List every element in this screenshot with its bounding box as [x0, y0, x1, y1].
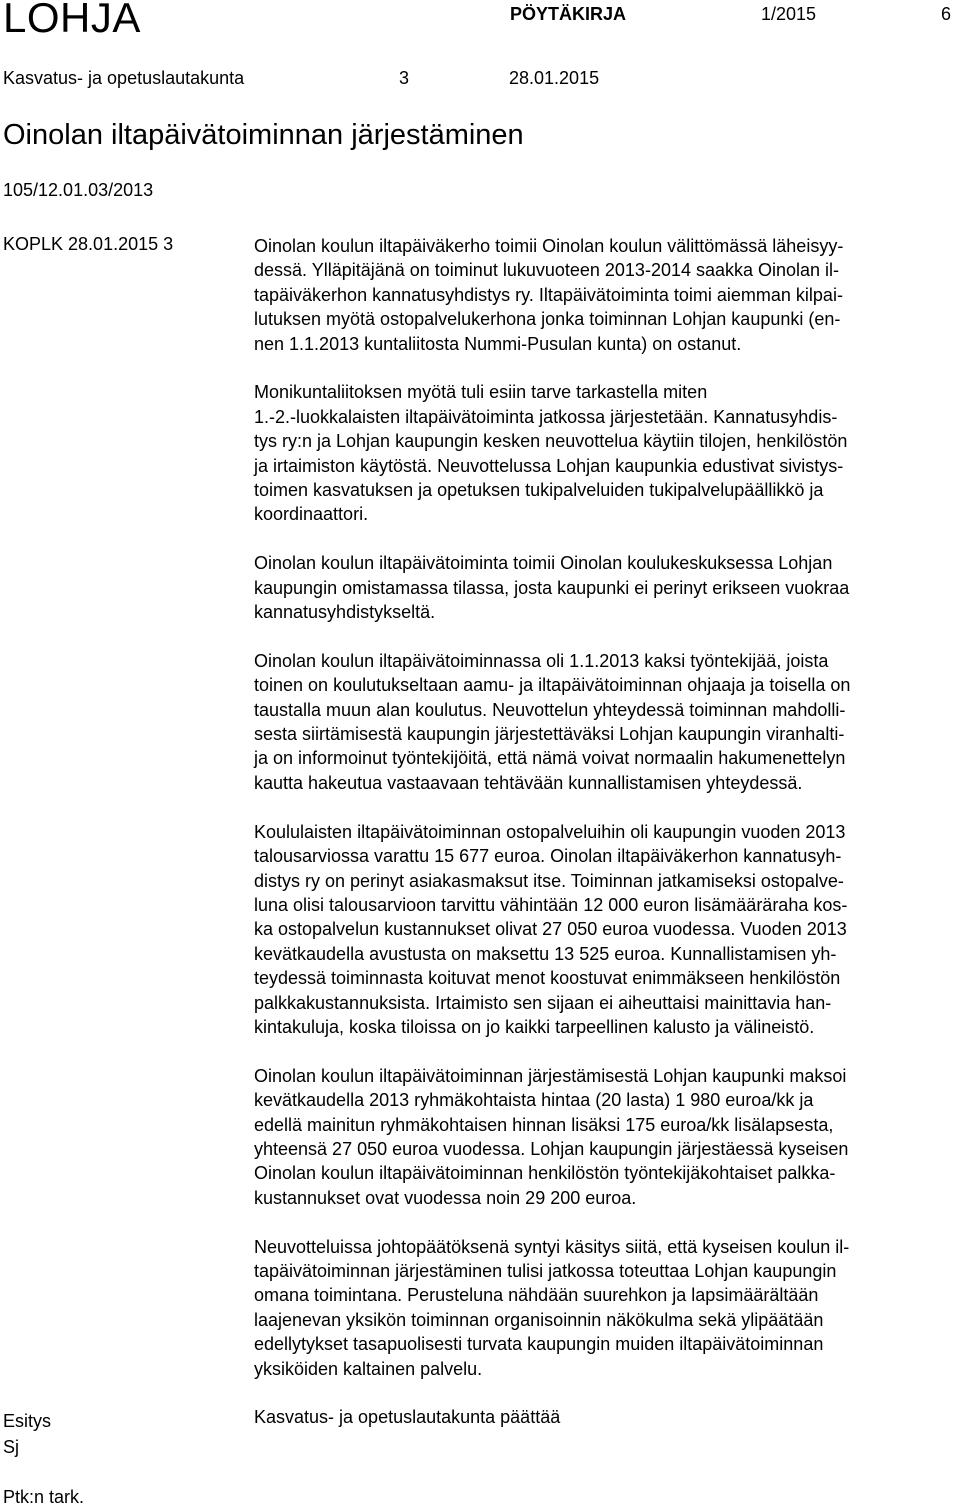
paragraph-line: kevätkaudella avustusta on maksettu 13 525 euroa. Kunnallistamisen yh-: [254, 943, 837, 964]
paragraph-line: nen 1.1.2013 kuntaliitosta Nummi-Pusulan kunta) on ostanut.: [254, 333, 742, 354]
paragraph-line: palkkakustannuksista. Irtaimisto sen sijaan ei aiheuttaisi mainittavia han-: [254, 992, 832, 1013]
paragraph-line: koordinaattori.: [254, 504, 369, 525]
issue-number: 1/2015: [761, 4, 817, 24]
page-number: 6: [941, 4, 952, 24]
paragraph-line: ja irtaimiston käytöstä. Neuvottelussa Lohjan kaupunkia edustivat sivistys-: [254, 455, 844, 476]
paragraph-line: taustalla muun alan koulutus. Neuvottelun yhteydessä toiminnan mahdolli-: [254, 699, 846, 720]
paragraph: [254, 234, 960, 356]
committee-name: Kasvatus- ja opetuslautakunta: [3, 68, 245, 88]
paragraph: [254, 1235, 960, 1381]
paragraph-line: distys ry on perinyt asiakasmaksut itse. Toiminnan jatkamiseksi ostopalve-: [254, 870, 844, 891]
paragraph-line: talousarviossa varattu 15 677 euroa. Oinolan iltapäiväkerhon kannatusyh-: [254, 846, 842, 867]
document-body: [254, 234, 960, 1430]
paragraph-line: toinen on koulutukseltaan aamu- ja iltapäivätoiminnan ohjaaja ja toisella on: [254, 675, 851, 696]
paragraph-line: omana toimintana. Perusteluna nähdään suurehkon ja lapsimäärältään: [254, 1285, 819, 1306]
paragraph-line: Oinolan koulun iltapäivätoiminta toimii Oinolan koulukeskuksessa Lohjan: [254, 553, 833, 574]
paragraph-line: Oinolan koulun iltapäivätoiminnan järjestämisestä Lohjan kaupunki maksoi: [254, 1065, 847, 1086]
paragraph-line: laajenevan yksikön toiminnan organisoinnin näkökulma sekä ylipäätään: [254, 1309, 824, 1330]
paragraph: [254, 551, 960, 624]
paragraph-line: kaupungin omistamassa tilassa, josta kaupunki ei perinyt erikseen vuokraa: [254, 577, 850, 598]
paragraph-line: luna olisi talousarvioon tarvittu vähintään 12 000 euron lisämääräraha kos-: [254, 894, 848, 915]
paragraph-line: sesta siirtämisestä kaupungin järjestettäväksi Lohjan kaupungin viranhalti-: [254, 724, 845, 745]
paragraph-line: Oinolan koulun iltapäiväkerho toimii Oinolan koulun välittömässä läheisyy-: [254, 236, 844, 256]
paragraph-line: yhteensä 27 050 euroa vuodessa. Lohjan kaupungin järjestäessä kyseisen: [254, 1138, 849, 1159]
paragraph-line: Oinolan koulun iltapäivätoiminnassa oli 1.1.2013 kaksi työntekijää, joista: [254, 650, 829, 671]
paragraph: [254, 380, 960, 526]
paragraph: [254, 1064, 960, 1210]
paragraph-line: edellytykset tasapuolisesti turvata kaupungin muiden iltapäivätoiminnan: [254, 1334, 824, 1355]
paragraph-line: lutuksen myötä ostopalvelukerhona jonka toiminnan Lohjan kaupunki (en-: [254, 309, 841, 330]
minutes-check-label: Ptk:n tark.: [3, 1487, 85, 1507]
paragraph-line: yksiköiden kaltainen palvelu.: [254, 1358, 483, 1379]
paragraph-line: edellä mainitun ryhmäkohtaisen hinnan lisäksi 175 euroa/kk lisälapsesta,: [254, 1114, 834, 1135]
paragraph-line: 1.-2.-luokkalaisten iltapäivätoiminta jatkossa järjestetään. Kannatusyhdis-: [254, 406, 838, 427]
paragraph-line: Monikuntaliitoksen myötä tuli esiin tarve tarkastella miten: [254, 382, 708, 403]
item-reference: KOPLK 28.01.2015 3: [3, 234, 174, 254]
paragraph-line: tapäiväkerhon kannatusyhdistys ry. Iltapäivätoiminta toimi aiemman kilpai-: [254, 284, 843, 305]
paragraph-line: kannatusyhdistykseltä.: [254, 602, 436, 623]
paragraph-line: toimen kasvatuksen ja opetuksen tukipalveluiden tukipalvelupäällikkö ja: [254, 480, 824, 501]
paragraph-line: kintakuluja, koska tiloissa on jo kaikki tarpeellinen kalusto ja välineistö.: [254, 1016, 815, 1037]
paragraph-line: teydessä toiminnasta koituvat menot koostuvat enimmäkseen henkilöstön: [254, 968, 841, 989]
paragraph-line: Neuvotteluissa johtopäätöksenä syntyi käsitys siitä, että kyseisen koulun il-: [254, 1236, 850, 1257]
paragraph-line: tys ry:n ja Lohjan kaupungin kesken neuvottelua käytiin tilojen, henkilöstön: [254, 431, 848, 452]
meeting-date: 28.01.2015: [509, 68, 600, 88]
paragraph-line: tapäivätoiminnan järjestäminen tulisi jatkossa toteuttaa Lohjan kaupungin: [254, 1260, 837, 1281]
proposal-label: Esitys: [3, 1411, 52, 1431]
paragraph-line: Koululaisten iltapäivätoiminnan ostopalveluihin oli kaupungin vuoden 2013: [254, 821, 846, 842]
paragraph-line: ja on informoinut työntekijöitä, että nämä voivat normaalin hakumenettelyn: [254, 748, 846, 769]
paragraph-line: Oinolan koulun iltapäivätoiminnan henkilöstön työntekijäkohtaiset palkka-: [254, 1163, 836, 1184]
paragraph-line: kautta hakeutua vastaavaan tehtävään kunnallistamisen yhteydessä.: [254, 772, 803, 793]
presenter-initials: Sj: [3, 1437, 20, 1457]
paragraph: [254, 820, 960, 1040]
paragraph-line: kevätkaudella 2013 ryhmäkohtaista hintaa (20 lasta) 1 980 euroa/kk ja: [254, 1090, 814, 1111]
paragraph: [254, 649, 960, 795]
document-type: PÖYTÄKIRJA: [510, 4, 627, 24]
page-title: Oinolan iltapäivätoiminnan järjestäminen: [3, 119, 524, 151]
section-number: 3: [399, 68, 410, 88]
paragraph-line: kustannukset ovat vuodessa noin 29 200 euroa.: [254, 1187, 637, 1208]
diary-number: 105/12.01.03/2013: [3, 180, 154, 200]
paragraph-line: dessä. Ylläpitäjänä on toiminut lukuvuoteen 2013-2014 saakka Oinolan il-: [254, 260, 840, 281]
city-logo: LOHJA: [3, 0, 141, 41]
paragraph-line: ka ostopalvelun kustannukset olivat 27 050 euroa vuodessa. Vuoden 2013: [254, 919, 847, 940]
paragraph: [254, 1405, 960, 1429]
paragraph-line: Kasvatus- ja opetuslautakunta päättää: [254, 1407, 561, 1428]
